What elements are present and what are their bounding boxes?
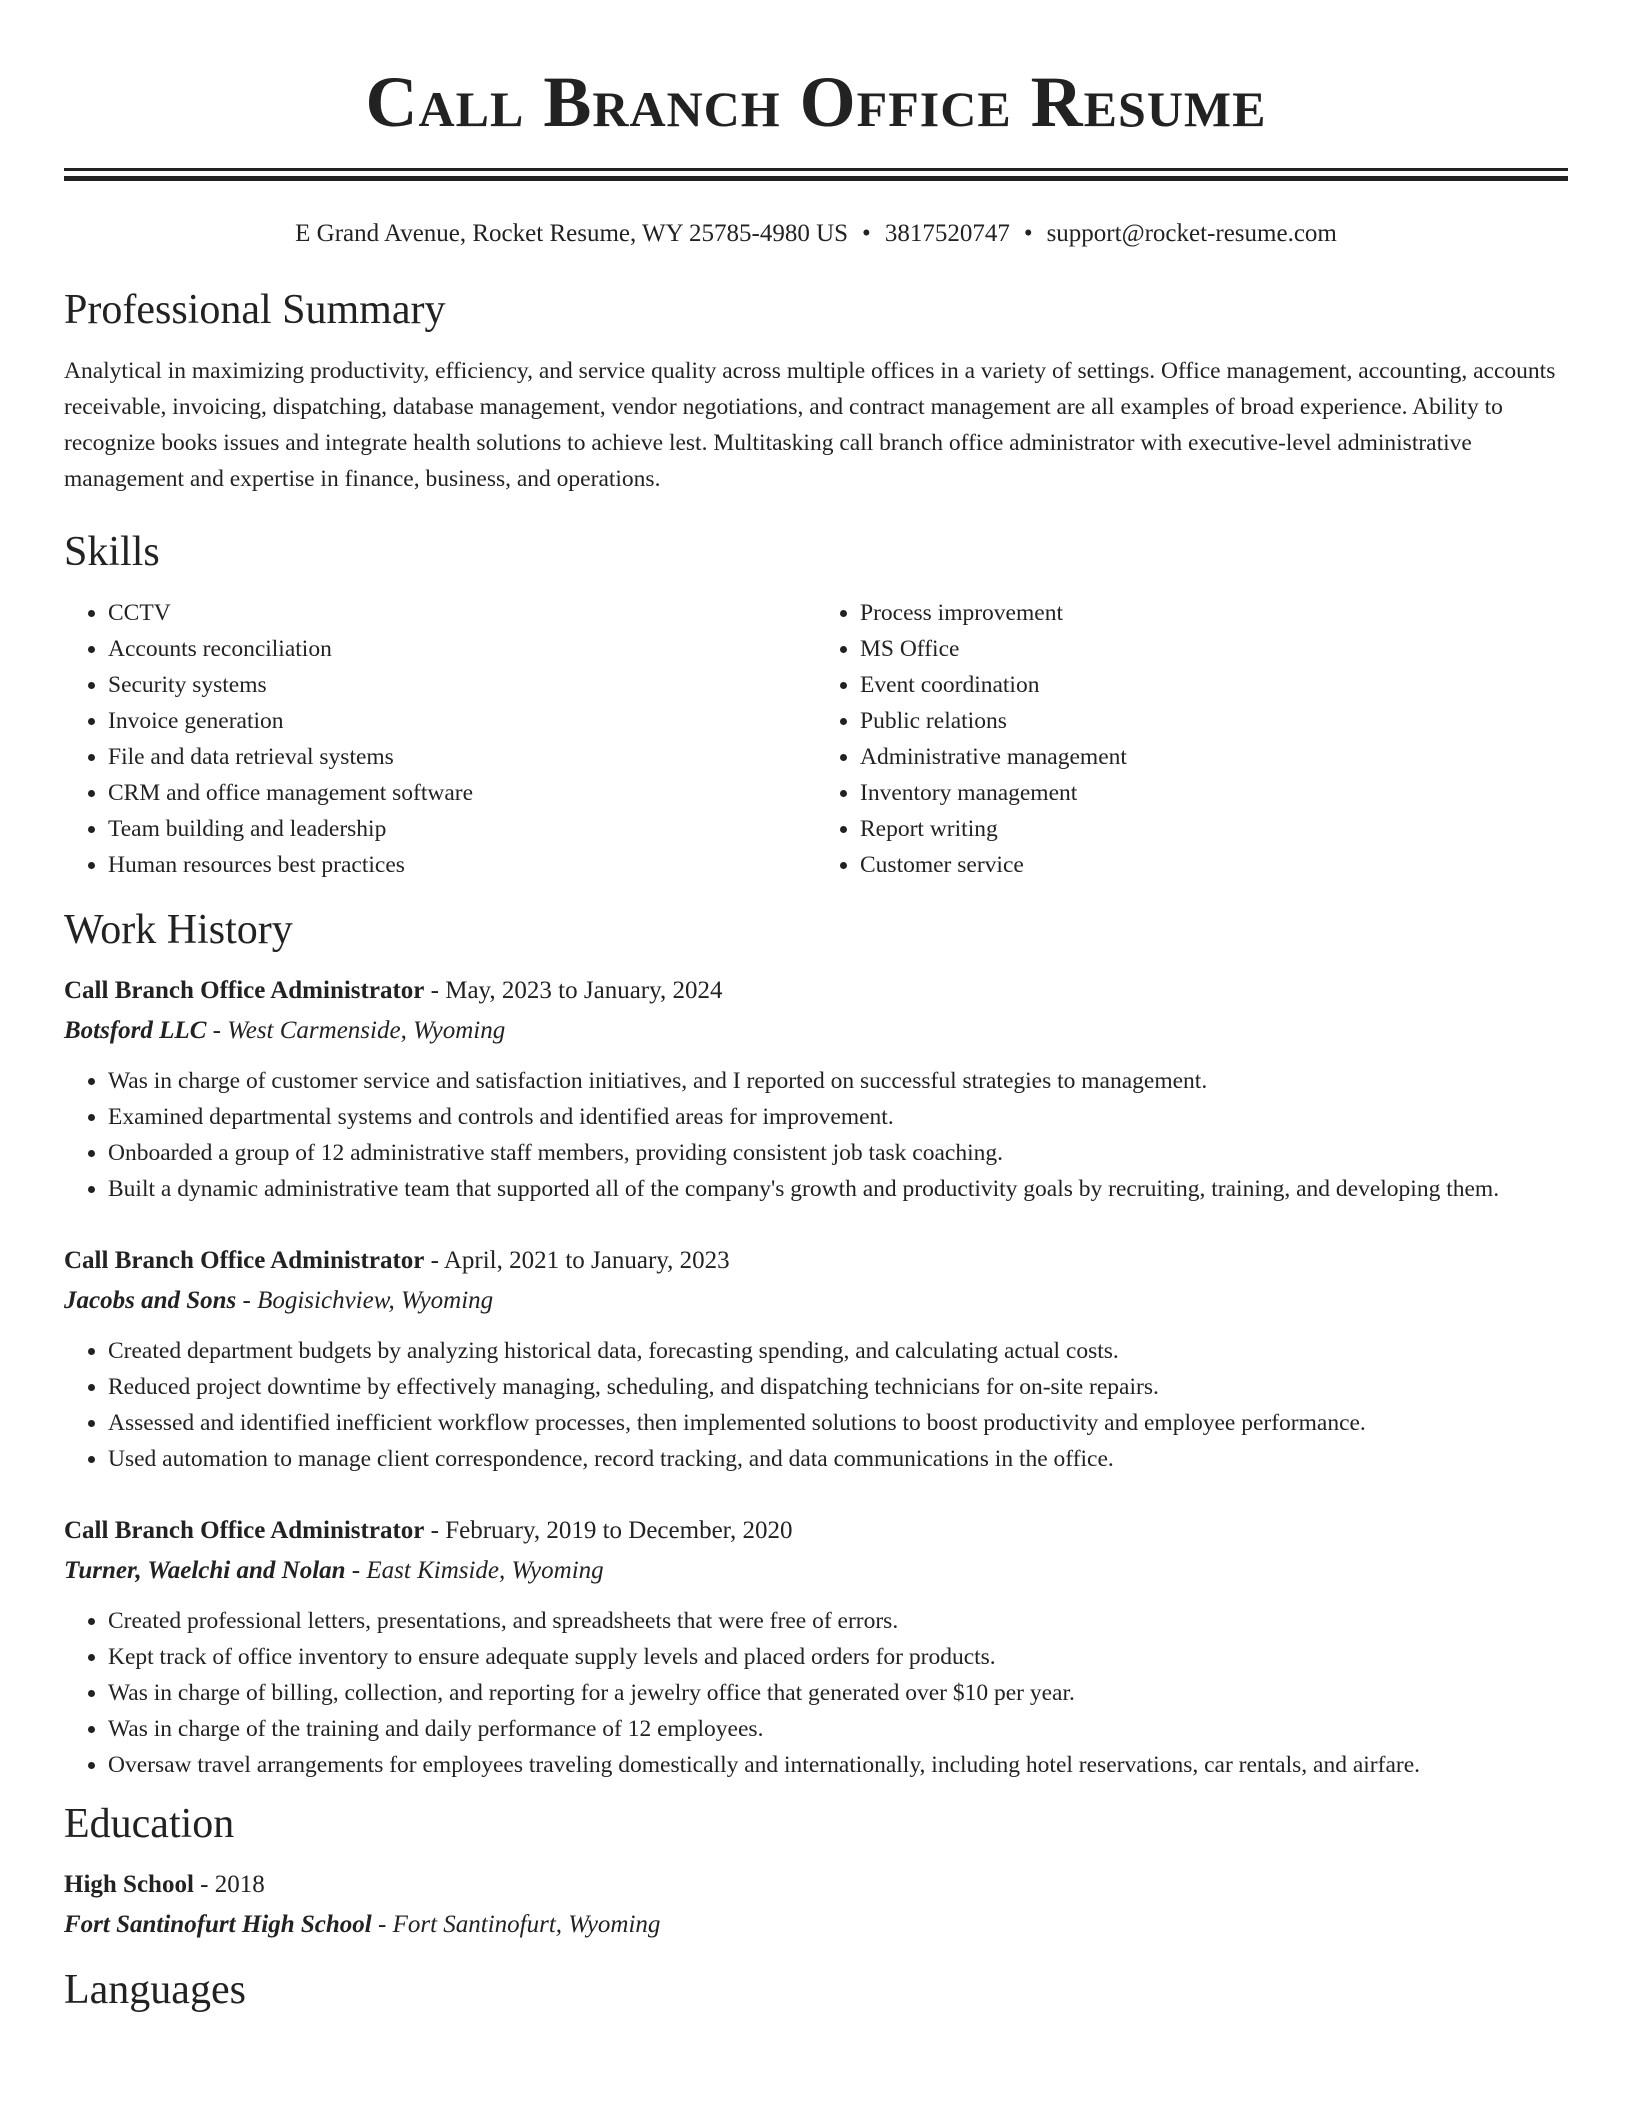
skills-columns — [64, 595, 1568, 883]
job-location: - West Carmenside, Wyoming — [206, 1017, 506, 1044]
contact-separator: • — [1023, 220, 1033, 247]
education-entry — [64, 1865, 1568, 1945]
job-heading — [64, 1511, 1568, 1551]
section-heading-languages: Languages — [64, 1967, 246, 2013]
job-heading — [64, 1241, 1568, 1281]
job-heading — [64, 971, 1568, 1011]
contact-address: E Grand Avenue, Rocket Resume, WY 25785-4980 US — [295, 220, 849, 247]
job-employer — [64, 1011, 1568, 1051]
job-company: Botsford LLC — [64, 1017, 207, 1044]
job-bullet: • Examined departmental systems and controls and identified areas for improvement. — [108, 1099, 1568, 1135]
job-dates: - February, 2019 to December, 2020 — [424, 1517, 793, 1544]
job-company: Jacobs and Sons — [64, 1287, 237, 1314]
job-entry — [64, 1511, 1568, 1783]
job-bullet: • Created professional letters, presentations, and spreadsheets that were free of errors. — [108, 1603, 1568, 1639]
education-section — [64, 1799, 1568, 1945]
job-bullets — [64, 1333, 1568, 1477]
title-rule-thick — [64, 168, 1568, 171]
contact-separator: • — [862, 220, 871, 247]
job-location: - Bogisichview, Wyoming — [236, 1287, 494, 1314]
education-school: Fort Santinofurt High School — [64, 1911, 372, 1938]
skill-item: • Invoice generation — [108, 703, 816, 739]
work-history-section — [64, 905, 1568, 1783]
job-entry — [64, 971, 1568, 1207]
job-bullet: • Built a dynamic administrative team that supported all of the company's growth and productivity goals by recruiting, training, and developing them. — [108, 1171, 1568, 1207]
education-school-line — [64, 1905, 1568, 1945]
job-employer — [64, 1551, 1568, 1591]
job-dates: - April, 2021 to January, 2023 — [424, 1247, 730, 1274]
skill-item: • Event coordination — [860, 667, 1568, 703]
education-year: - 2018 — [193, 1871, 265, 1898]
resume-title: Call Branch Office Resume — [365, 62, 1267, 142]
skill-item: • Report writing — [860, 811, 1568, 847]
job-employer — [64, 1281, 1568, 1321]
skill-item: • Team building and leadership — [108, 811, 816, 847]
skills-list-right — [816, 595, 1568, 883]
skills-section — [64, 527, 1568, 883]
section-heading-summary: Professional Summary — [64, 287, 446, 333]
skill-item: • CCTV — [108, 595, 816, 631]
education-degree: High School — [64, 1871, 194, 1898]
summary-section — [64, 285, 1568, 497]
skill-item: • Process improvement — [860, 595, 1568, 631]
job-title: Call Branch Office Administrator — [64, 977, 425, 1004]
skills-list-left — [64, 595, 816, 883]
job-title: Call Branch Office Administrator — [64, 1517, 425, 1544]
education-location: - Fort Santinofurt, Wyoming — [371, 1911, 661, 1938]
resume-page — [64, 0, 1568, 2015]
summary-text: Analytical in maximizing productivity, efficiency, and service quality across multiple offices in a variety of settings. Office management, accounting, accounts receivable, invoicing, dispatching, database management, vendor negotiations, and contract management are all examples of broad experience. Ability to recognize books issues and integrate health solutions to achieve lest. Multitasking call branch office administrator with executive-level administrative management and expertise in finance, business, and operations. — [64, 358, 1556, 492]
job-entry — [64, 1241, 1568, 1477]
job-bullet: • Created department budgets by analyzing historical data, forecasting spending, and calculating actual costs. — [108, 1333, 1568, 1369]
education-heading — [64, 1865, 1568, 1905]
job-bullet: • Oversaw travel arrangements for employees traveling domestically and internationally, including hotel reservations, car rentals, and airfare. — [108, 1747, 1568, 1783]
languages-section — [64, 1965, 1568, 2015]
job-bullet: • Was in charge of billing, collection, and reporting for a jewelry office that generated over $10 per year. — [108, 1675, 1568, 1711]
job-bullets — [64, 1603, 1568, 1783]
skill-item: • Security systems — [108, 667, 816, 703]
contact-line — [64, 219, 1568, 249]
job-company: Turner, Waelchi and Nolan — [64, 1557, 346, 1584]
skill-item: • Public relations — [860, 703, 1568, 739]
title-rule-thin — [64, 176, 1568, 181]
job-bullet: • Onboarded a group of 12 administrative staff members, providing consistent job task coaching. — [108, 1135, 1568, 1171]
job-bullet: • Was in charge of the training and daily performance of 12 employees. — [108, 1711, 1568, 1747]
section-heading-work-history: Work History — [64, 907, 293, 953]
skill-item: • MS Office — [860, 631, 1568, 667]
job-location: - East Kimside, Wyoming — [345, 1557, 604, 1584]
skill-item: • Human resources best practices — [108, 847, 816, 883]
section-heading-education: Education — [64, 1801, 235, 1847]
section-heading-skills: Skills — [64, 529, 160, 575]
job-dates: - May, 2023 to January, 2024 — [424, 977, 723, 1004]
job-bullet: • Assessed and identified inefficient workflow processes, then implemented solutions to boost productivity and employee performance. — [108, 1405, 1568, 1441]
job-bullet: • Kept track of office inventory to ensure adequate supply levels and placed orders for products. — [108, 1639, 1568, 1675]
skill-item: • File and data retrieval systems — [108, 739, 816, 775]
skill-item: • CRM and office management software — [108, 775, 816, 811]
job-bullet: • Was in charge of customer service and satisfaction initiatives, and I reported on successful strategies to management. — [108, 1063, 1568, 1099]
skill-item: • Inventory management — [860, 775, 1568, 811]
job-bullets — [64, 1063, 1568, 1207]
job-title: Call Branch Office Administrator — [64, 1247, 425, 1274]
job-bullet: • Used automation to manage client correspondence, record tracking, and data communications in the office. — [108, 1441, 1568, 1477]
contact-phone: 3817520747 — [884, 220, 1010, 247]
contact-email: support@rocket-resume.com — [1046, 220, 1337, 247]
job-bullet: • Reduced project downtime by effectively managing, scheduling, and dispatching technicians for on-site repairs. — [108, 1369, 1568, 1405]
skill-item: • Accounts reconciliation — [108, 631, 816, 667]
skill-item: • Administrative management — [860, 739, 1568, 775]
skill-item: • Customer service — [860, 847, 1568, 883]
